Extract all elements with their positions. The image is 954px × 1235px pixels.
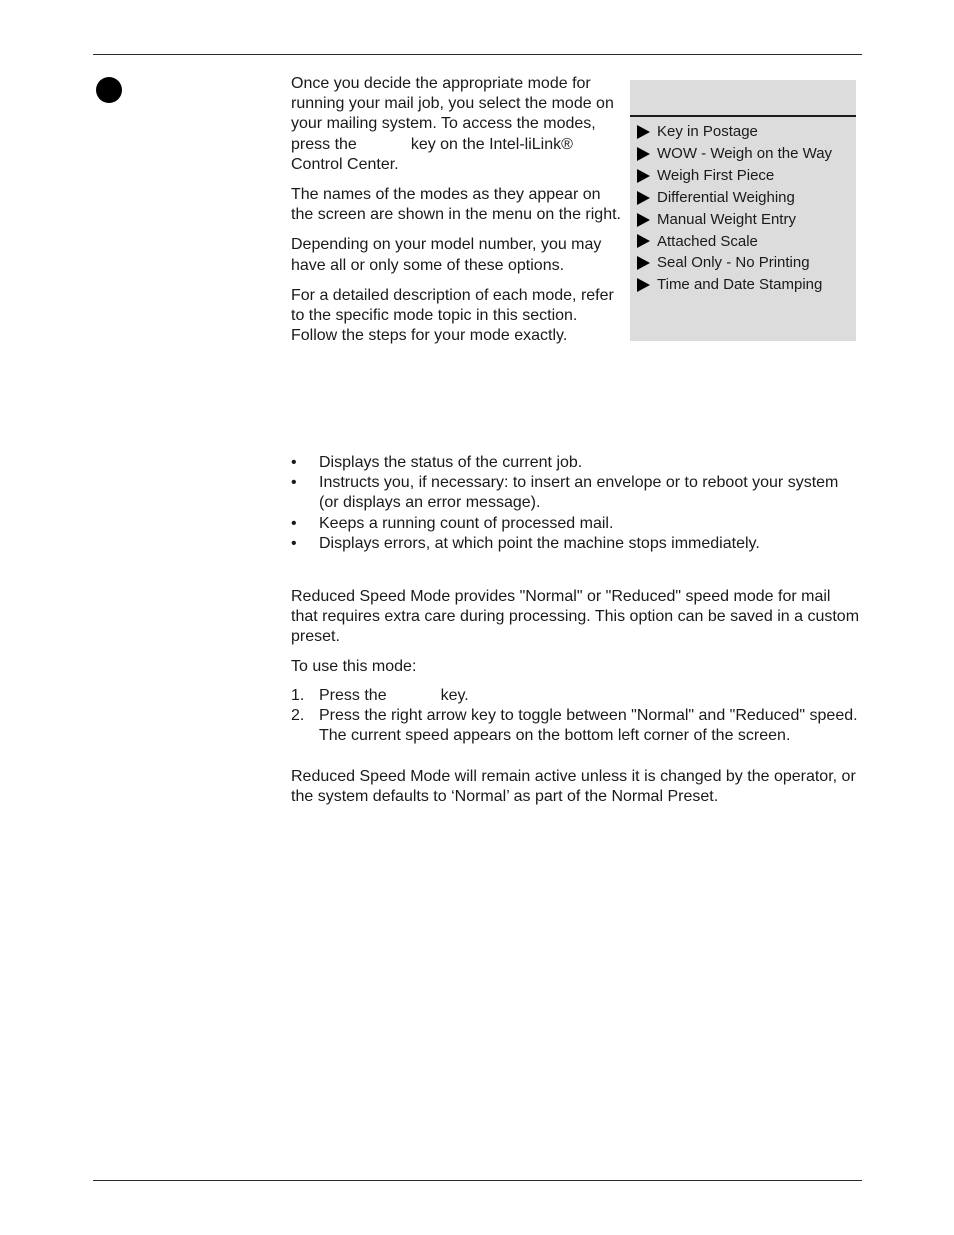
list-item [291, 534, 861, 554]
mode-menu-item [637, 209, 856, 231]
intro-p1-part-a: Once you decide the appropriate mode for running your mail job, you select the mode on your mailing system. To access the modes, press the [291, 75, 614, 153]
step-number: 2. [291, 707, 305, 725]
list-item-text: Keeps a running count of processed mail. [319, 514, 614, 532]
mode-menu-item [637, 121, 856, 143]
mode-menu-header [630, 80, 856, 117]
intro-paragraph-2: The names of the modes as they appear on the screen are shown in the menu on the right. [291, 186, 621, 224]
bullet-marker: • [291, 454, 297, 471]
step-item [291, 686, 861, 706]
mode-menu-list [630, 117, 856, 296]
bullet-marker: • [291, 534, 297, 552]
mode-menu-item-label: Time and Date Stamping [657, 276, 823, 294]
mode-menu-item-label: Attached Scale [657, 232, 758, 250]
step-text: Press the right arrow key to toggle between "Normal" and "Reduced" speed. The current speed appears on the bottom left corner of the screen. [319, 707, 858, 745]
section-marker-icon [96, 77, 122, 103]
footer-rule [93, 1180, 862, 1181]
triangle-right-icon [637, 278, 650, 292]
intro-block [291, 74, 621, 346]
intro-p1-part-b: key on the Intel-liLink® Control Center. [291, 135, 573, 173]
triangle-right-icon [637, 256, 650, 270]
mode-menu-item-label: Key in Postage [657, 123, 758, 140]
mode-menu-item-label: Seal Only - No Printing [657, 254, 810, 272]
triangle-right-icon [637, 191, 650, 205]
mode-menu-item [637, 187, 856, 209]
triangle-right-icon [637, 125, 650, 139]
reduced-speed-paragraph-1: Reduced Speed Mode provides "Normal" or "Reduced" speed mode for mail that requires extra care during processing. This option can be saved in a custom preset. [291, 588, 860, 646]
mode-menu-item-label: Weigh First Piece [657, 166, 775, 184]
step-number: 1. [291, 687, 305, 704]
list-item [291, 453, 861, 473]
list-item [291, 514, 861, 534]
mode-menu-item-label: Differential Weighing [657, 188, 795, 206]
list-item-text: Instructs you, if necessary: to insert an envelope or to reboot your system (or displays an error message). [319, 474, 839, 512]
intro-paragraph-1 [291, 74, 621, 175]
mode-menu-item [637, 274, 856, 296]
step-item [291, 706, 861, 746]
triangle-right-icon [637, 213, 650, 227]
triangle-right-icon [637, 234, 650, 248]
reduced-speed-paragraph-2: To use this mode: [291, 658, 417, 675]
step-text-part-a: Press the [319, 687, 387, 704]
mode-menu-item-label: WOW - Weigh on the Way [657, 144, 833, 162]
intro-paragraph-4: For a detailed description of each mode, refer to the specific mode topic in this section. Follow the steps for your mode exactly. [291, 286, 614, 345]
list-item-text: Displays the status of the current job. [319, 454, 583, 471]
bullet-marker: • [291, 514, 297, 532]
mode-menu-panel [630, 80, 856, 341]
reduced-speed-paragraph-3: Reduced Speed Mode will remain active unless it is changed by the operator, or the system defaults to ‘Normal’ as part of the Normal Preset. [291, 768, 856, 806]
triangle-right-icon [637, 169, 650, 183]
mode-menu-item [637, 231, 856, 253]
mode-menu-item [637, 252, 856, 274]
bullet-marker: • [291, 474, 297, 492]
list-item-text: Displays errors, at which point the machine stops immediately. [319, 534, 760, 552]
header-rule [93, 54, 862, 55]
intro-paragraph-3: Depending on your model number, you may have all or only some of these options. [291, 236, 602, 274]
step-text-part-b: key. [440, 687, 469, 704]
list-item [291, 473, 861, 513]
mode-menu-item [637, 165, 856, 187]
mode-menu-item-label: Manual Weight Entry [657, 210, 796, 228]
reduced-speed-steps [291, 686, 861, 747]
status-bullet-list [291, 453, 861, 554]
mode-menu-item [637, 143, 856, 165]
triangle-right-icon [637, 147, 650, 161]
